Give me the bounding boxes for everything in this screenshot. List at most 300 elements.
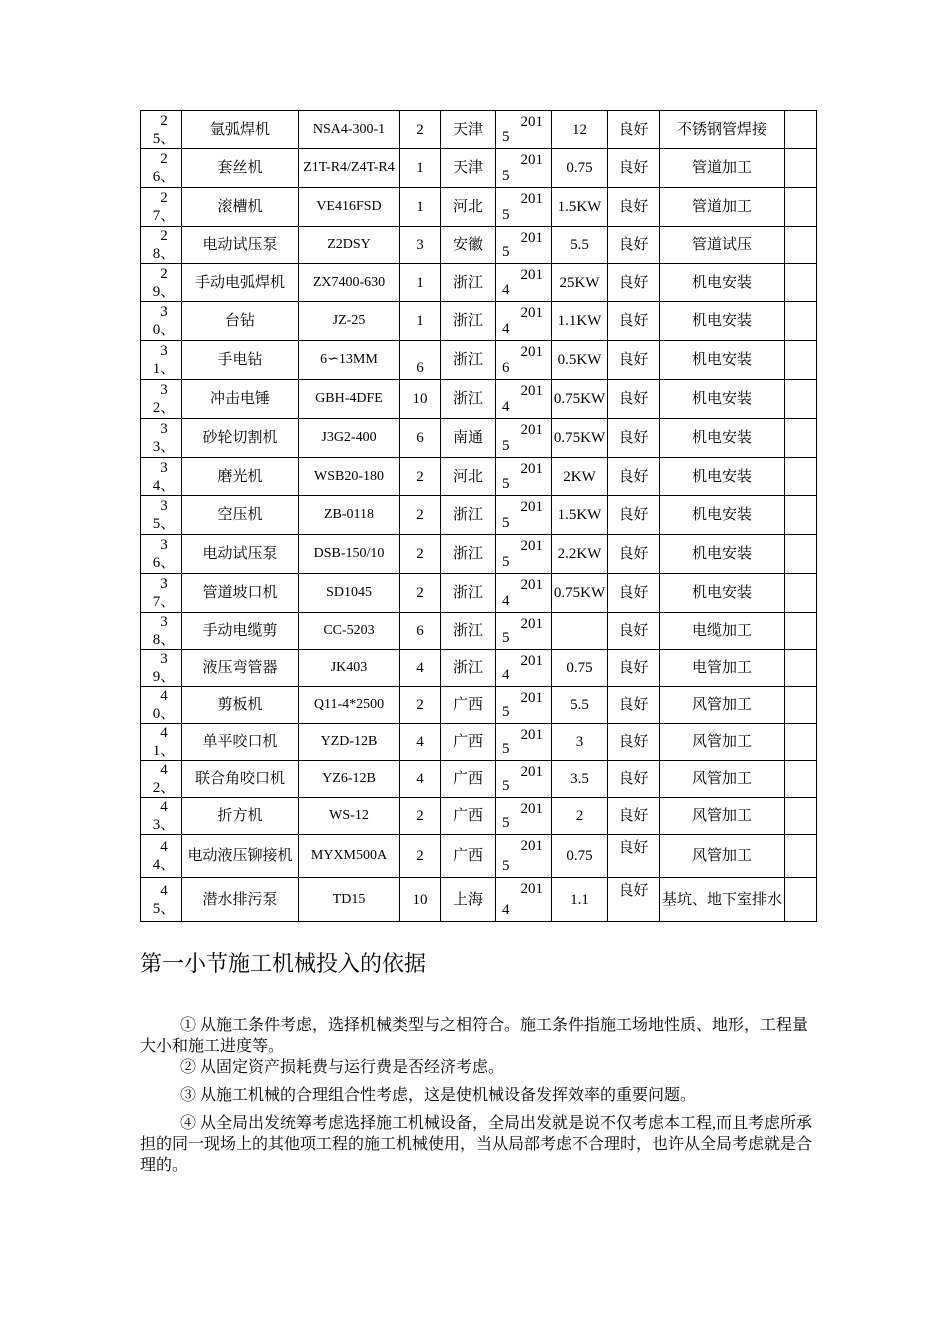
cell-name: 手动电缆剪 (182, 613, 299, 650)
cell-name: 手电钻 (182, 341, 299, 380)
cell-origin: 安徽 (441, 227, 496, 264)
cell-use: 机电安装 (660, 380, 785, 419)
cell-qty: 2 (400, 574, 441, 613)
paragraph-4: ④ 从全局出发统筹考虑选择施工机械设备，全局出发就是说不仅考虑本工程,而且考虑所承担的同一现场上的其他项工程的施工机械使用，当从局部考虑不合理时，也许从全局考虑就是合理的。 (140, 1115, 813, 1174)
cell-use: 电管加工 (660, 650, 785, 687)
cell-status: 良好 (608, 264, 660, 302)
cell-qty: 2 (400, 496, 441, 535)
year-line-1: 201 (520, 653, 543, 669)
index-line-2: 4、 (152, 477, 176, 494)
cell-qty: 4 (400, 761, 441, 798)
cell-year (496, 650, 552, 687)
year-line-1: 201 (520, 422, 543, 438)
index-line-1: 3 (160, 421, 168, 437)
cell-note (785, 302, 817, 341)
year-line-2: 5 (502, 515, 510, 531)
cell-status: 良好 (608, 835, 660, 878)
year-line-1: 201 (520, 191, 543, 207)
cell-index (141, 302, 182, 341)
cell-name: 潜水排污泵 (182, 878, 299, 922)
cell-model: SD1045 (299, 574, 400, 613)
year-line-1: 201 (520, 764, 543, 780)
cell-name: 电动液压铆接机 (182, 835, 299, 878)
cell-model: DSB-150/10 (299, 535, 400, 574)
cell-model: Z2DSY (299, 227, 400, 264)
cell-index (141, 227, 182, 264)
cell-year (496, 380, 552, 419)
table-row (141, 761, 817, 798)
index-line-2: 8、 (152, 246, 176, 262)
cell-use: 管道试压 (660, 227, 785, 264)
cell-index (141, 149, 182, 188)
index-line-2: 9、 (152, 669, 176, 685)
cell-note (785, 341, 817, 380)
index-line-2: 3、 (152, 817, 176, 833)
cell-use: 风管加工 (660, 761, 785, 798)
cell-use: 不锈钢管焊接 (660, 111, 785, 149)
index-line-1: 4 (160, 725, 168, 741)
year-line-2: 5 (502, 129, 510, 145)
cell-note (785, 761, 817, 798)
index-line-2: 4、 (152, 857, 176, 873)
cell-name: 手动电弧焊机 (182, 264, 299, 302)
cell-qty: 10 (400, 878, 441, 922)
index-line-2: 6、 (152, 555, 176, 571)
cell-index (141, 264, 182, 302)
cell-status: 良好 (608, 613, 660, 650)
index-line-1: 2 (160, 151, 168, 167)
cell-power: 1.1KW (552, 302, 608, 341)
cell-origin: 天津 (441, 111, 496, 149)
cell-year (496, 188, 552, 227)
cell-name: 折方机 (182, 798, 299, 835)
index-line-1: 2 (160, 265, 168, 282)
cell-index (141, 458, 182, 496)
year-line-2: 4 (502, 282, 510, 298)
cell-note (785, 535, 817, 574)
cell-year (496, 227, 552, 264)
year-line-1: 201 (520, 114, 543, 130)
table-row (141, 613, 817, 650)
index-line-2: 6、 (152, 169, 176, 185)
cell-model: NSA4-300-1 (299, 111, 400, 149)
table-row (141, 264, 817, 302)
year-line-1: 201 (520, 727, 543, 743)
cell-status: 良好 (608, 380, 660, 419)
index-line-2: 1、 (152, 361, 176, 377)
cell-use: 基坑、地下室排水 (660, 878, 785, 922)
cell-use: 风管加工 (660, 724, 785, 761)
equipment-table (140, 110, 817, 922)
cell-note (785, 188, 817, 227)
cell-qty: 1 (400, 188, 441, 227)
cell-origin: 广西 (441, 724, 496, 761)
cell-name: 空压机 (182, 496, 299, 535)
cell-power: 0.75 (552, 650, 608, 687)
cell-note (785, 650, 817, 687)
cell-power: 5.5 (552, 227, 608, 264)
cell-name: 管道坡口机 (182, 574, 299, 613)
cell-qty: 1 (400, 302, 441, 341)
year-line-2: 5 (502, 554, 510, 570)
year-line-2: 5 (502, 244, 510, 260)
cell-index (141, 798, 182, 835)
index-line-1: 3 (160, 651, 168, 667)
cell-name: 冲击电锤 (182, 380, 299, 419)
year-line-1: 201 (520, 538, 543, 554)
cell-index (141, 188, 182, 227)
index-line-2: 5、 (152, 900, 176, 917)
cell-status: 良好 (608, 149, 660, 188)
cell-note (785, 419, 817, 458)
cell-name: 液压弯管器 (182, 650, 299, 687)
cell-status: 良好 (608, 111, 660, 149)
cell-qty: 2 (400, 687, 441, 724)
year-line-1: 201 (520, 152, 543, 168)
cell-power: 0.75 (552, 835, 608, 878)
index-line-1: 3 (160, 382, 168, 398)
cell-note (785, 111, 817, 149)
index-line-2: 1、 (152, 743, 176, 759)
cell-model: WS-12 (299, 798, 400, 835)
year-line-2: 5 (502, 778, 510, 794)
cell-model: CC-5203 (299, 613, 400, 650)
cell-origin: 广西 (441, 798, 496, 835)
index-line-1: 2 (160, 190, 168, 206)
cell-origin: 天津 (441, 149, 496, 188)
cell-index (141, 878, 182, 922)
cell-note (785, 613, 817, 650)
cell-year (496, 535, 552, 574)
year-line-1: 201 (520, 461, 543, 477)
table-row (141, 878, 817, 922)
index-line-1: 3 (160, 614, 168, 630)
year-line-2: 4 (502, 593, 510, 609)
cell-qty: 2 (400, 458, 441, 496)
cell-power (552, 613, 608, 650)
year-line-2: 4 (502, 902, 510, 918)
table-row (141, 835, 817, 878)
cell-use: 机电安装 (660, 574, 785, 613)
cell-note (785, 149, 817, 188)
cell-qty: 6 (400, 419, 441, 458)
cell-power: 5.5 (552, 687, 608, 724)
cell-name: 台钻 (182, 302, 299, 341)
cell-status: 良好 (608, 798, 660, 835)
cell-use: 机电安装 (660, 264, 785, 302)
year-line-2: 5 (502, 438, 510, 454)
cell-year (496, 264, 552, 302)
table-row (141, 535, 817, 574)
year-line-2: 5 (502, 741, 510, 757)
section-heading: 第一小节施工机械投入的依据 (140, 951, 427, 976)
index-line-1: 3 (160, 304, 168, 320)
cell-status: 良好 (608, 878, 660, 922)
cell-model: YZD-12B (299, 724, 400, 761)
paragraph-1: ① 从施工条件考虑，选择机械类型与之相符合。施工条件指施工场地性质、地形，工程量大小和施工进度等。 (140, 1017, 809, 1055)
index-line-1: 3 (160, 498, 168, 514)
cell-note (785, 574, 817, 613)
cell-origin: 广西 (441, 835, 496, 878)
index-line-1: 2 (160, 228, 168, 244)
cell-note (785, 878, 817, 922)
index-line-2: 7、 (152, 208, 176, 224)
cell-note (785, 496, 817, 535)
cell-qty: 10 (400, 380, 441, 419)
cell-qty: 2 (400, 535, 441, 574)
year-line-2: 5 (502, 168, 510, 184)
table-row (141, 111, 817, 149)
year-line-2: 5 (502, 476, 510, 492)
cell-year (496, 761, 552, 798)
cell-index (141, 835, 182, 878)
cell-use: 机电安装 (660, 302, 785, 341)
cell-qty: 4 (400, 650, 441, 687)
cell-name: 电动试压泵 (182, 227, 299, 264)
cell-power: 3.5 (552, 761, 608, 798)
year-line-1: 201 (520, 881, 543, 897)
cell-note (785, 687, 817, 724)
cell-use: 管道加工 (660, 188, 785, 227)
cell-qty: 3 (400, 227, 441, 264)
cell-model: YZ6-12B (299, 761, 400, 798)
cell-power: 3 (552, 724, 608, 761)
cell-index (141, 419, 182, 458)
year-line-1: 201 (520, 577, 543, 593)
cell-note (785, 724, 817, 761)
cell-origin: 浙江 (441, 302, 496, 341)
cell-index (141, 341, 182, 380)
cell-index (141, 761, 182, 798)
cell-model: GBH-4DFE (299, 380, 400, 419)
cell-model: Z1T-R4/Z4T-R4 (299, 149, 400, 188)
cell-name: 套丝机 (182, 149, 299, 188)
cell-model: JZ-25 (299, 302, 400, 341)
index-line-1: 3 (160, 459, 168, 476)
index-line-2: 5、 (152, 130, 176, 147)
cell-qty: 1 (400, 149, 441, 188)
index-line-1: 4 (160, 799, 168, 815)
cell-name: 磨光机 (182, 458, 299, 496)
cell-year (496, 496, 552, 535)
cell-year (496, 798, 552, 835)
cell-power: 12 (552, 111, 608, 149)
cell-power: 1.1 (552, 878, 608, 922)
cell-power: 2 (552, 798, 608, 835)
paragraph-3: ③ 从施工机械的合理组合性考虑，这是使机械设备发挥效率的重要问题。 (180, 1087, 697, 1104)
cell-note (785, 458, 817, 496)
cell-power: 0.75KW (552, 574, 608, 613)
cell-year (496, 419, 552, 458)
cell-origin: 浙江 (441, 535, 496, 574)
cell-name: 砂轮切割机 (182, 419, 299, 458)
table-row (141, 419, 817, 458)
year-line-2: 5 (502, 630, 510, 646)
cell-index (141, 650, 182, 687)
index-line-2: 3、 (152, 439, 176, 455)
index-line-2: 8、 (152, 632, 176, 648)
cell-use: 机电安装 (660, 458, 785, 496)
cell-status: 良好 (608, 302, 660, 341)
cell-index (141, 613, 182, 650)
cell-year (496, 458, 552, 496)
cell-year (496, 835, 552, 878)
year-line-2: 4 (502, 399, 510, 415)
index-line-2: 0、 (152, 322, 176, 338)
index-line-1: 3 (160, 343, 168, 359)
cell-qty: 1 (400, 264, 441, 302)
cell-model: Q11-4*2500 (299, 687, 400, 724)
year-line-1: 201 (520, 230, 543, 246)
cell-name: 电动试压泵 (182, 535, 299, 574)
table-row (141, 302, 817, 341)
year-line-1: 201 (520, 383, 543, 399)
cell-year (496, 149, 552, 188)
year-line-1: 201 (520, 344, 543, 360)
cell-year (496, 574, 552, 613)
index-line-2: 9、 (152, 283, 176, 300)
table-row (141, 687, 817, 724)
cell-model: J3G2-400 (299, 419, 400, 458)
cell-model: ZX7400-630 (299, 264, 400, 302)
year-line-1: 201 (520, 616, 543, 632)
cell-origin: 浙江 (441, 380, 496, 419)
cell-origin: 河北 (441, 188, 496, 227)
year-line-1: 201 (520, 305, 543, 321)
cell-year (496, 724, 552, 761)
cell-origin: 浙江 (441, 613, 496, 650)
cell-model: WSB20-180 (299, 458, 400, 496)
cell-use: 机电安装 (660, 419, 785, 458)
cell-year (496, 111, 552, 149)
cell-note (785, 264, 817, 302)
cell-note (785, 835, 817, 878)
index-line-2: 2、 (152, 780, 176, 796)
cell-power: 2KW (552, 458, 608, 496)
paragraph-2: ② 从固定资产损耗费与运行费是否经济考虑。 (180, 1059, 505, 1076)
year-line-1: 201 (520, 690, 543, 706)
cell-qty: 2 (400, 798, 441, 835)
cell-status: 良好 (608, 724, 660, 761)
cell-origin: 河北 (441, 458, 496, 496)
cell-origin: 上海 (441, 878, 496, 922)
index-line-1: 2 (160, 112, 168, 129)
cell-year (496, 302, 552, 341)
cell-power: 0.75KW (552, 380, 608, 419)
cell-year (496, 687, 552, 724)
cell-index (141, 496, 182, 535)
index-line-1: 3 (160, 537, 168, 553)
cell-model: ZB-0118 (299, 496, 400, 535)
table-row (141, 798, 817, 835)
cell-year (496, 878, 552, 922)
index-line-2: 2、 (152, 400, 176, 416)
table-row (141, 458, 817, 496)
cell-status: 良好 (608, 419, 660, 458)
cell-year (496, 613, 552, 650)
cell-name: 剪板机 (182, 687, 299, 724)
index-line-1: 4 (160, 839, 168, 855)
cell-index (141, 380, 182, 419)
cell-use: 风管加工 (660, 798, 785, 835)
cell-index (141, 724, 182, 761)
cell-name: 单平咬口机 (182, 724, 299, 761)
cell-name: 联合角咬口机 (182, 761, 299, 798)
year-line-1: 201 (520, 499, 543, 515)
cell-qty: 6 (400, 341, 441, 380)
cell-status: 良好 (608, 535, 660, 574)
cell-note (785, 380, 817, 419)
index-line-1: 3 (160, 576, 168, 592)
table-row (141, 574, 817, 613)
year-line-2: 5 (502, 815, 510, 831)
cell-power: 0.75 (552, 149, 608, 188)
cell-origin: 浙江 (441, 264, 496, 302)
cell-note (785, 227, 817, 264)
cell-status: 良好 (608, 761, 660, 798)
cell-index (141, 687, 182, 724)
cell-origin: 浙江 (441, 341, 496, 380)
cell-status: 良好 (608, 496, 660, 535)
cell-qty: 6 (400, 613, 441, 650)
cell-status: 良好 (608, 188, 660, 227)
table-row (141, 341, 817, 380)
cell-use: 机电安装 (660, 496, 785, 535)
cell-qty: 2 (400, 111, 441, 149)
year-line-2: 6 (502, 360, 510, 376)
cell-model: 6∽13MM (299, 341, 400, 380)
cell-use: 风管加工 (660, 687, 785, 724)
cell-name: 氩弧焊机 (182, 111, 299, 149)
year-line-1: 201 (520, 801, 543, 817)
cell-index (141, 111, 182, 149)
year-line-2: 4 (502, 667, 510, 683)
cell-use: 管道加工 (660, 149, 785, 188)
table-row (141, 227, 817, 264)
table-row (141, 149, 817, 188)
cell-status: 良好 (608, 650, 660, 687)
cell-use: 机电安装 (660, 535, 785, 574)
cell-model: JK403 (299, 650, 400, 687)
index-line-1: 4 (160, 882, 168, 899)
cell-power: 0.5KW (552, 341, 608, 380)
cell-qty: 4 (400, 724, 441, 761)
year-line-1: 201 (520, 267, 543, 283)
table-row (141, 496, 817, 535)
cell-year (496, 341, 552, 380)
index-line-2: 7、 (152, 594, 176, 610)
cell-qty: 2 (400, 835, 441, 878)
cell-status: 良好 (608, 341, 660, 380)
equipment-table-body (141, 111, 817, 922)
cell-status: 良好 (608, 458, 660, 496)
index-line-2: 5、 (152, 516, 176, 532)
cell-note (785, 798, 817, 835)
cell-name: 滚槽机 (182, 188, 299, 227)
cell-origin: 广西 (441, 687, 496, 724)
year-line-1: 201 (520, 838, 543, 854)
table-row (141, 380, 817, 419)
cell-origin: 浙江 (441, 650, 496, 687)
cell-use: 风管加工 (660, 835, 785, 878)
year-line-2: 5 (502, 207, 510, 223)
index-line-2: 0、 (152, 706, 176, 722)
index-line-1: 4 (160, 762, 168, 778)
cell-index (141, 535, 182, 574)
cell-status: 良好 (608, 574, 660, 613)
index-line-1: 4 (160, 688, 168, 704)
cell-origin: 浙江 (441, 574, 496, 613)
